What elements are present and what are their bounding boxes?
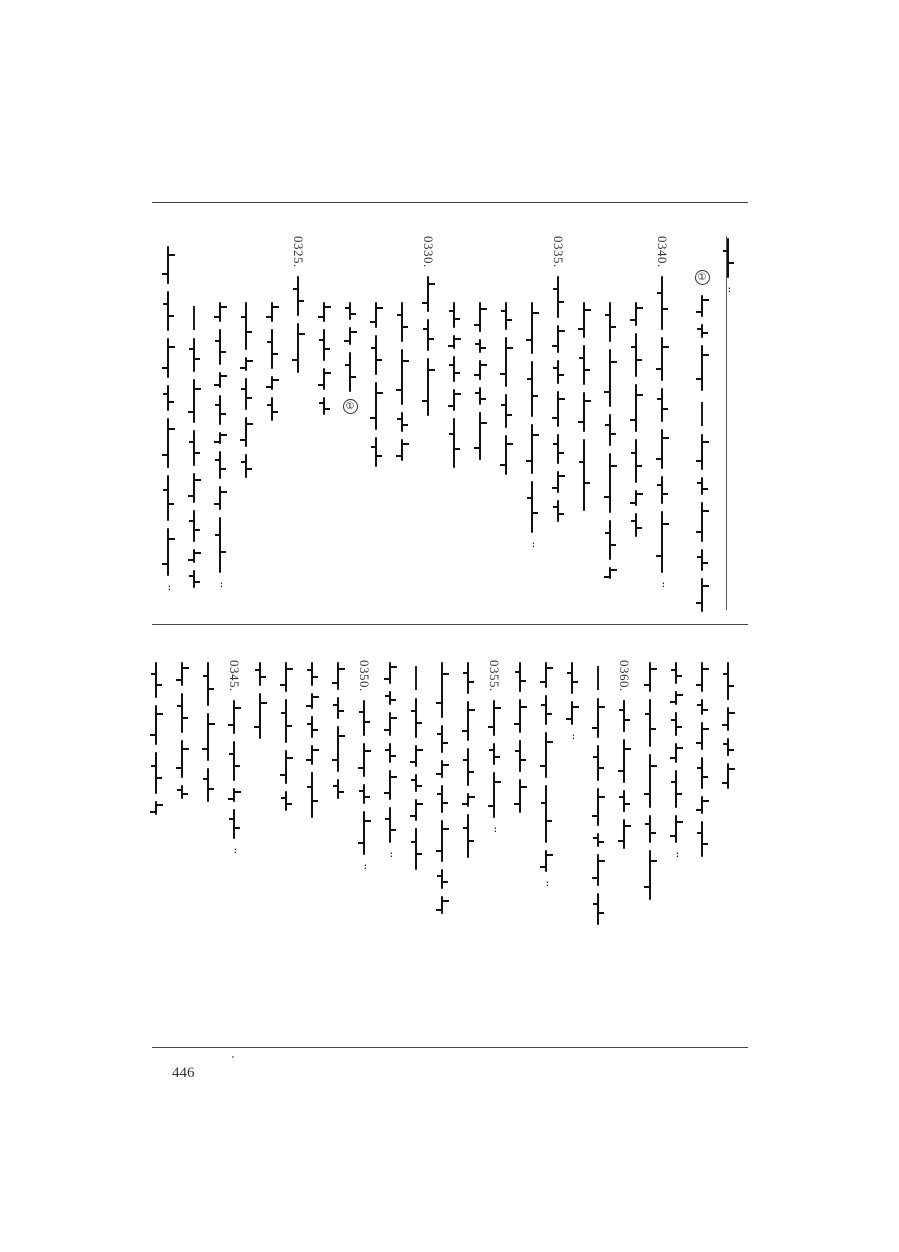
script-word <box>675 770 677 808</box>
script-word <box>623 700 625 732</box>
script-word <box>519 779 521 813</box>
script-word <box>155 705 157 745</box>
script-word <box>545 662 547 688</box>
end-punctuation: ᠄ <box>231 844 237 858</box>
script-word <box>389 743 391 763</box>
script-word <box>661 388 663 422</box>
script-word <box>493 700 495 736</box>
script-word <box>389 712 391 736</box>
script-word <box>675 712 677 736</box>
script-word <box>349 327 351 345</box>
script-word <box>701 578 703 612</box>
end-punctuation: ᠄ <box>725 284 731 297</box>
upper-line <box>207 300 233 594</box>
script-word <box>297 276 299 316</box>
script-word <box>635 333 637 377</box>
script-word <box>219 517 221 573</box>
lower-line <box>299 660 325 823</box>
script-word <box>427 276 429 312</box>
script-word <box>155 801 157 815</box>
script-word <box>531 361 533 417</box>
script-word <box>415 698 417 738</box>
script-word <box>389 770 391 800</box>
end-punctuation: ᠄ <box>529 539 535 552</box>
upper-line <box>571 300 597 516</box>
script-word <box>727 763 729 789</box>
script-word <box>311 745 313 765</box>
script-word <box>635 384 637 432</box>
script-word <box>401 302 403 342</box>
verse-number: 0325. <box>291 236 306 268</box>
script-word <box>545 695 547 725</box>
script-word <box>219 395 221 425</box>
end-punctuation: ᠄ <box>673 849 679 862</box>
script-word <box>649 850 651 900</box>
script-word <box>219 432 221 444</box>
script-word <box>583 439 585 511</box>
script-word <box>597 854 599 886</box>
script-word <box>701 699 703 715</box>
script-word <box>375 437 377 467</box>
script-word <box>337 779 339 799</box>
script-word <box>401 439 403 461</box>
script-word <box>701 345 703 391</box>
lower-line <box>143 660 169 820</box>
script-word <box>271 329 273 369</box>
script-word <box>219 302 221 322</box>
script-word <box>701 796 703 814</box>
script-word <box>597 833 599 847</box>
em-dash <box>415 666 417 690</box>
script-word <box>453 335 455 349</box>
script-word <box>389 662 391 684</box>
script-word <box>271 397 273 421</box>
upper-line <box>233 300 259 483</box>
verse-number: 0355. <box>487 660 502 692</box>
script-word <box>441 760 443 778</box>
script-word <box>337 697 339 719</box>
end-punctuation: ᠄ <box>659 578 665 592</box>
script-word <box>661 337 663 381</box>
lower-line <box>507 660 533 818</box>
middle-rule <box>152 624 748 625</box>
script-word <box>337 662 339 690</box>
script-word <box>557 391 559 427</box>
script-word <box>675 662 677 684</box>
script-word <box>675 743 677 763</box>
lower-line <box>377 660 403 864</box>
lower-line <box>611 660 637 854</box>
script-word <box>207 768 209 802</box>
script-word <box>245 378 247 410</box>
lower-line <box>325 660 351 804</box>
upper-line <box>467 300 493 465</box>
script-word <box>181 662 183 686</box>
verse-number: 0360. <box>617 660 632 692</box>
script-word <box>701 324 703 338</box>
script-word <box>441 662 443 718</box>
script-word <box>233 809 235 839</box>
upper-line <box>363 300 389 472</box>
script-word <box>545 732 547 778</box>
script-word <box>453 356 455 382</box>
script-word <box>155 662 157 698</box>
script-word <box>453 302 455 328</box>
verse-number: 0335. <box>551 236 566 268</box>
end-punctuation: ᠄ <box>569 731 575 744</box>
script-word <box>219 372 221 388</box>
script-word <box>701 502 703 542</box>
script-word <box>363 700 365 736</box>
script-word <box>635 513 637 537</box>
script-word <box>467 701 469 741</box>
script-word <box>675 691 677 705</box>
script-word <box>271 302 273 322</box>
lower-line <box>247 660 273 744</box>
script-word <box>193 510 195 542</box>
script-word <box>271 376 273 390</box>
script-word <box>441 869 443 889</box>
script-word <box>505 394 507 428</box>
upper-line <box>285 236 311 378</box>
script-word <box>363 811 365 855</box>
end-punctuation: ᠄ <box>387 849 393 862</box>
lower-line <box>533 660 559 893</box>
lower-line <box>689 660 715 862</box>
script-word <box>661 276 663 330</box>
script-word <box>167 385 169 411</box>
script-word <box>609 349 611 407</box>
script-word <box>635 302 637 326</box>
script-word <box>701 295 703 317</box>
script-word <box>505 302 507 330</box>
script-word <box>597 788 599 826</box>
upper-line <box>311 300 337 420</box>
script-word <box>609 414 611 446</box>
script-word <box>571 662 573 694</box>
lower-line <box>351 660 377 876</box>
script-word <box>415 799 417 821</box>
script-word <box>181 693 183 733</box>
script-word <box>635 490 637 506</box>
script-word <box>649 662 651 692</box>
script-word <box>233 788 235 802</box>
lower-line <box>455 660 481 863</box>
script-word <box>311 716 313 738</box>
script-word <box>701 477 703 495</box>
script-word <box>285 699 287 743</box>
script-word <box>323 368 325 390</box>
lower-line <box>403 660 429 875</box>
script-word <box>479 339 481 353</box>
script-word <box>557 360 559 384</box>
script-word <box>441 820 443 862</box>
script-word <box>519 740 521 772</box>
script-word <box>375 382 377 430</box>
script-word <box>193 549 195 563</box>
script-word <box>297 323 299 373</box>
script-word <box>323 397 325 415</box>
script-word <box>727 738 729 756</box>
script-word <box>557 471 559 493</box>
script-word <box>479 412 481 460</box>
script-word <box>363 784 365 804</box>
script-word <box>245 302 247 350</box>
script-word <box>623 790 625 812</box>
footnote-marker: ① <box>343 399 358 414</box>
script-word <box>557 500 559 522</box>
bottom-rule <box>152 1047 748 1048</box>
script-word <box>233 700 235 734</box>
script-word <box>245 357 247 371</box>
script-word <box>649 815 651 843</box>
lower-line <box>221 660 247 860</box>
script-word <box>167 528 169 576</box>
lower-line <box>637 660 663 905</box>
script-word <box>479 302 481 332</box>
script-word <box>623 819 625 849</box>
script-word <box>493 743 495 765</box>
script-word <box>505 337 507 387</box>
end-punctuation: ᠄ <box>543 878 549 891</box>
verse-number: 0340. <box>655 236 670 268</box>
script-word <box>389 807 391 843</box>
script-word <box>545 850 547 872</box>
script-word <box>233 741 235 781</box>
script-word <box>583 302 585 338</box>
footnote-marker: ① <box>695 270 710 285</box>
script-word <box>701 434 703 470</box>
end-punctuation: ᠄ <box>361 860 367 874</box>
script-word <box>311 662 313 686</box>
script-word <box>285 791 287 811</box>
end-punctuation: ᠄ <box>491 823 497 837</box>
script-word <box>609 567 611 579</box>
script-word <box>479 387 481 405</box>
script-word <box>583 345 585 385</box>
script-word <box>701 821 703 857</box>
script-word <box>701 662 703 692</box>
script-word <box>701 549 703 571</box>
lower-line <box>169 660 195 804</box>
script-word <box>207 662 209 706</box>
script-word <box>453 389 455 411</box>
script-word <box>219 451 221 479</box>
verse-number: 0350. <box>357 660 372 692</box>
script-word <box>259 693 261 739</box>
script-word <box>167 338 169 378</box>
script-word <box>531 302 533 354</box>
script-word <box>649 754 651 808</box>
upper-line <box>623 300 649 542</box>
script-word <box>519 662 521 692</box>
lower-line <box>585 660 611 930</box>
lower-line <box>559 660 585 746</box>
lower-line <box>195 660 221 807</box>
script-word <box>427 319 429 351</box>
script-word <box>467 748 469 786</box>
upper-line <box>689 268 715 617</box>
verse-number: 0345. <box>227 660 242 692</box>
script-word <box>401 412 403 432</box>
upper-line <box>519 300 545 554</box>
top-rule <box>152 202 748 203</box>
end-punctuation: ᠄ <box>165 582 171 595</box>
script-word <box>415 745 417 767</box>
upper-line <box>597 300 623 584</box>
upper-line <box>337 300 363 422</box>
script-word <box>375 335 377 375</box>
em-dash <box>193 306 195 330</box>
script-word <box>389 691 391 705</box>
script-word <box>519 699 521 733</box>
script-word <box>193 430 195 466</box>
script-word <box>259 662 261 686</box>
script-word <box>415 828 417 870</box>
script-word <box>609 302 611 342</box>
script-word <box>467 793 469 807</box>
script-word <box>323 302 325 322</box>
script-word <box>609 453 611 513</box>
script-word <box>193 473 195 503</box>
script-word <box>727 238 729 278</box>
script-word <box>427 358 429 416</box>
script-word <box>597 745 599 781</box>
script-word <box>167 246 169 284</box>
script-word <box>323 329 325 361</box>
script-word <box>219 329 221 365</box>
script-word <box>661 511 663 573</box>
script-word <box>557 434 559 464</box>
upper-line <box>715 236 741 299</box>
script-word <box>583 392 585 432</box>
script-word <box>675 815 677 843</box>
script-word <box>167 291 169 331</box>
script-word <box>285 750 287 784</box>
script-word <box>349 352 351 392</box>
script-word <box>649 699 651 747</box>
page-number: 446 <box>172 1065 195 1081</box>
script-word <box>479 360 481 380</box>
em-dash <box>701 402 703 426</box>
upper-line <box>155 244 181 597</box>
script-word <box>363 743 365 777</box>
script-word <box>557 276 559 318</box>
script-word <box>609 520 611 560</box>
script-word <box>285 662 287 692</box>
script-word <box>623 739 625 783</box>
script-word <box>597 893 599 925</box>
upper-line <box>415 236 441 421</box>
upper-line <box>493 300 519 480</box>
script-word <box>245 454 247 478</box>
script-word <box>401 349 403 405</box>
script-word <box>597 698 599 738</box>
script-word <box>375 302 377 328</box>
script-word <box>337 726 339 772</box>
script-word <box>545 785 547 843</box>
script-word <box>467 814 469 858</box>
script-word <box>661 429 663 469</box>
upper-line <box>545 236 571 527</box>
script-word <box>207 713 209 761</box>
script-word <box>557 325 559 353</box>
script-word <box>467 662 469 694</box>
script-word <box>167 475 169 521</box>
speck <box>232 1056 234 1058</box>
script-word <box>727 662 729 700</box>
script-word <box>701 722 703 750</box>
script-word <box>219 486 221 510</box>
script-word <box>493 772 495 818</box>
script-word <box>727 707 729 731</box>
script-word <box>193 338 195 372</box>
script-word <box>635 439 637 483</box>
end-punctuation: ᠄ <box>217 579 223 592</box>
script-word <box>193 570 195 588</box>
script-word <box>193 379 195 423</box>
script-word <box>415 774 417 792</box>
lower-line <box>481 660 507 839</box>
script-word <box>311 693 313 709</box>
script-word <box>441 896 443 914</box>
upper-line <box>649 236 675 594</box>
script-word <box>181 785 183 799</box>
script-word <box>571 701 573 725</box>
upper-line <box>441 300 467 473</box>
verse-number: 0330. <box>421 236 436 268</box>
script-word <box>155 752 157 794</box>
lower-line <box>273 660 299 816</box>
script-word <box>441 725 443 753</box>
em-dash <box>597 666 599 690</box>
lower-line <box>429 660 455 919</box>
upper-line <box>389 300 415 466</box>
script-word <box>349 302 351 320</box>
script-word <box>661 476 663 504</box>
script-word <box>441 785 443 813</box>
lower-line <box>715 660 741 794</box>
upper-line <box>259 300 285 426</box>
script-word <box>181 740 183 778</box>
script-word <box>531 481 533 533</box>
script-word <box>167 418 169 468</box>
script-word <box>505 435 507 475</box>
script-word <box>453 418 455 468</box>
upper-line <box>181 300 207 593</box>
lower-line <box>663 660 689 864</box>
script-word <box>531 424 533 474</box>
script-word <box>311 772 313 818</box>
script-word <box>245 417 247 447</box>
script-word <box>701 757 703 789</box>
